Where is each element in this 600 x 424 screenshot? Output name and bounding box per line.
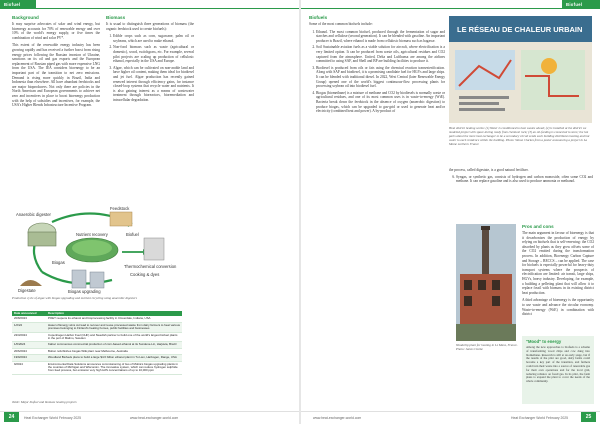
footer-url[interactable]: www.heat-exchanger-world.com <box>313 416 362 420</box>
diagram-label: Nutrient recovery <box>76 232 108 237</box>
section-tab <box>0 0 36 9</box>
diagram-label: Biofuel <box>126 232 139 237</box>
biofuels-continued <box>449 168 593 228</box>
section-tab <box>562 0 600 9</box>
woodchip-plant-photo <box>456 224 516 341</box>
biofuels-intro: Some of the most common biofuels include: <box>309 22 373 26</box>
left-footer <box>0 411 299 424</box>
algae-production-diagram <box>12 202 177 294</box>
pros-paragraph: A third advantage of bioenergy is the opportunity to use waste and advance the circular economy. Waste-to-energy (WtE) in combination with district <box>522 298 594 317</box>
list-item: 2. Non-food biomass such as waste (agricultural or domestic), wood, switchgrass, etc. For example, several pilot projects are scaling up production of cellulosic ethanol, especially in the USA and Europe. <box>113 45 194 63</box>
footer-title: Heat Exchanger World February 2025 <box>24 416 82 420</box>
table-row <box>12 322 182 332</box>
biofuels-heading: Biofuels <box>309 15 328 20</box>
pros-paragraph: The main argument in favour of bioenergy is that it decarbonises the production of energy by relying on biofuels that is self-renewing: the CO2 absorbed by plants as they grow offsets some of the CO2 emitted during the transformation process. In addition, Bioenergy Carbon Capture and Storage – BECCS – can be applied. The case for biofuels is especially powerful for heavy-duty transport systems where the prospects of electrification are limited: air transit, large ships, HGVs, heavy industry. Developing, for example, a building a pelleting plant that will allow it to replace fossil with biomass in its existing district heat production. <box>522 231 594 295</box>
right-footer <box>301 411 600 424</box>
sidebar-heading: "Mood" to energy <box>526 339 562 344</box>
list-item: the process, called digestate, is a good natural fertiliser. <box>449 168 529 172</box>
diagram-label: Feedstock <box>110 206 130 211</box>
biomass-heading: Biomass <box>106 15 126 20</box>
section-label: Biofuel <box>4 2 21 7</box>
table-header: Description <box>46 311 182 316</box>
table-cell: Kaltoc commences commercial production of corn-based ethanol at its Sundene-Lin, Harjavta, Brazil <box>46 342 182 348</box>
table-cell: 1/6/2024 <box>12 342 46 348</box>
diagram-label: Thermochemical conversion <box>124 264 177 269</box>
projects-table <box>12 311 182 375</box>
list-item: 3. Algae, which can be cultivated on non-arable land and have higher oil content, making them ideal for biodiesel and jet fuel. Algae production has recently gained renewed interest through efficiency gains, for instance closed-loop systems that recycle water and nutrients. It is also gaining interest as a means of wastewater treatment through bioreactors, bioremediation and intracellular degradation. <box>113 66 194 103</box>
left-page <box>0 0 299 424</box>
diagram-label: Cooking & dyes <box>130 272 160 277</box>
biofuels-column <box>309 15 445 219</box>
top-rule <box>301 8 562 9</box>
table-header: Date announced <box>12 311 46 316</box>
diagram-label: Biogas upgrading <box>68 289 101 294</box>
pros-cons-heading: Pros and cons <box>522 224 554 229</box>
background-paragraph: It may surprise advocates of solar and wind energy, but bioenergy accounts for 70% of renewable energy and over 10% of the world's energy supply, or five times the combination of wind and solar PV*. <box>12 22 100 40</box>
biomass-column <box>106 15 194 199</box>
biomass-list <box>113 34 194 102</box>
list-item: 2. Soil Sustainable aviation fuels as a viable solution for aircraft, where electrification is a very limited option. It can be produced from waste oils, agricultural residues and CO2 captured from the atmosphere. United, Delta and Lufthansa are among the airlines committed to using SAF, and Shell and BP are building facilities to produce it. <box>316 45 445 63</box>
table-cell: Woodland Biofuels plans to build a large $4.6 billion ethanol plant in Tu Lien, Harbogen, Range, USA <box>46 355 182 361</box>
table-cell: 20/6/2024 <box>12 348 46 354</box>
table-cell: 22/3/2024 <box>12 332 46 342</box>
footer-url[interactable]: www.heat-exchanger-world.com <box>130 416 179 420</box>
table-cell: 20/8/2023 <box>12 316 46 322</box>
table-row <box>12 332 182 342</box>
table-cell: 19/9/2024 <box>12 355 46 361</box>
photo-caption: Heat district heating works: (1) Water is conditioned to heat wastes ahead; (2) is installed at the district we modeled project with space during ready from chemical rock; (3) an oil-feeding is connected to store; the hot parts about the more heat exchanger to be a secondary circuit sends each building distributes heating and hot water to each residence within the building. Photo: Simon Clarkes from a poster announcing a project in La Mome northern France <box>449 126 590 146</box>
background-column <box>12 15 100 199</box>
table-cell: Bolton refurbishes biogas WtE plant near Melbourne, Australia <box>46 348 182 354</box>
pros-cons-column <box>522 224 594 334</box>
page-number: 24 <box>4 412 19 422</box>
top-rule <box>36 8 299 9</box>
table-row <box>12 361 182 374</box>
background-paragraph: This extent of the renewable energy industry has been growing rapidly and has received a further boost from rising energy prices following the Russian invasion of Ukraine, sanctions on its oil and gas exports and the European replacement of Russian piped gas with more expensive LNG from the USA. The IEA considers bioenergy to be an important part of the transition to net zero emissions. Demand is rising more quickly in Brazil, India and Indonesia than elsewhere. All have abundant feedstocks and are major bioproducers. Not only there are policies in the North American and European governments to achieve net zero and incentives in place to boost bioenergy production with the help of subsidies and incentives, for example, the USA's Higher Blends Infrastructure Incentive Program. <box>12 43 100 108</box>
mood-to-energy-box <box>522 336 594 404</box>
section-label: Biofuel <box>566 2 583 7</box>
district-heating-poster-photo <box>449 16 592 123</box>
table-cell: Hasel of Energy wins cut lead to recover and reuse processed waste from dairy farmers to heat various premises belonging to Finland's heating homes, public facilities and businesses <box>46 322 182 332</box>
page-number: 25 <box>581 412 596 422</box>
footer-title: Heat Exchanger World February 2025 <box>511 416 569 420</box>
diagram-label: Digestate <box>18 288 36 293</box>
list-item: 1. Ethanol. The most common biofuel, produced through the fermentation of sugar and starches and cellulose (second generation). It can be blended with gasoline. An important producer is Brazil, where ethanol is made from cellulosic biomass such as bagasse. <box>316 30 445 44</box>
sidebar-text: Among the new approaches to biofuels is a scheme of transforming wood chips and cow dung into biomethane. Research is still at an early stage, but if the results of the pilot are good, dairy farms could become a key part of the transition, and farmers could turn their waste into a source of renewable gas for their own operations and for the local grid, reducing reliance on fossil gas. In its pilot, the farm plans to expand the plant to cover the needs of the whole community. <box>526 345 590 384</box>
poster-banner: LE RÉSEAU DE CHALEUR URBAIN <box>457 25 583 34</box>
list-item: 6. Syngas, or synthetic gas, consists of hydrogen and carbon monoxide, often some CO2 and methane. It can replace gasoline and is also used to produce ammonia or methanol. <box>456 175 593 184</box>
biomass-intro: It is usual to distinguish three generations of biomass (the organic feedstock used to create biofuels): <box>106 22 194 31</box>
list-item: 4. Biogas (biomethane) is a mixture of methane and CO2 by biodiesels is normally waste or agricultural residues, and one of its most common uses is in waste-to-energy (WtE). Bacteria break down the feedstock in the absence of oxygen (anaerobic digestion) to produce biogas, which can be upgraded to gas-grid or used to generate heat and/or electricity (combined heat and power). A by-product of <box>316 91 445 114</box>
photo-caption: Woodchip plant for heating in Le Mans, France. Photo: James Clarke <box>456 343 518 351</box>
diagram-caption: Production cycle of algae with biogas upgrading and nutrient recycling using anaerobic digesters <box>12 296 138 300</box>
table-cell: 9/2024 <box>12 361 46 374</box>
table-caption: Table: Major biofuel and biomass heating projects <box>12 400 77 404</box>
table-cell: 1/2/24 <box>12 322 46 332</box>
list-item: 3. Biodiesel is produced from oils or fats using the chemical reaction transesterification. Along with SAF and biodiesel, it is a promising candidate fuel for HGVs and large ships. It can be blended with traditional diesel. In 2022, West Central (later Renewable Energy Group) opened one of the world's biggest continuous-flow processing plants for processing soybean oil into biodiesel fuel. <box>316 66 445 89</box>
list-item: 1. Edible crops such as corn, sugarcane, palm oil or soybeans, which are used to make ethanol. <box>113 34 194 43</box>
table-cell: Environmental Data Solutions announces commissioning of two of Mobia's biogas upgrading plants in the counties of Michigan and Wisconsin. The innovative system, which can reduce hydrogen sulphide from feed process, but emission very high H2S concentrations of up to 10,000 ppm <box>46 361 182 374</box>
table-cell: POET reopens its ethanol and bioprocessing facility in Cloverdale, Indiana, USA <box>46 316 182 322</box>
background-heading: Background <box>12 15 39 20</box>
diagram-label: Anaerobic digester <box>16 212 51 217</box>
table-cell: Copenhagen Harbor Fuel (CHF) and Swedish partner to build one of the world's largest biofuel plants in the port of Malmo, Sweden <box>46 332 182 342</box>
biofuels-list-continued <box>449 168 593 184</box>
diagram-label: Biogas <box>52 260 65 265</box>
biofuels-list <box>316 30 445 114</box>
